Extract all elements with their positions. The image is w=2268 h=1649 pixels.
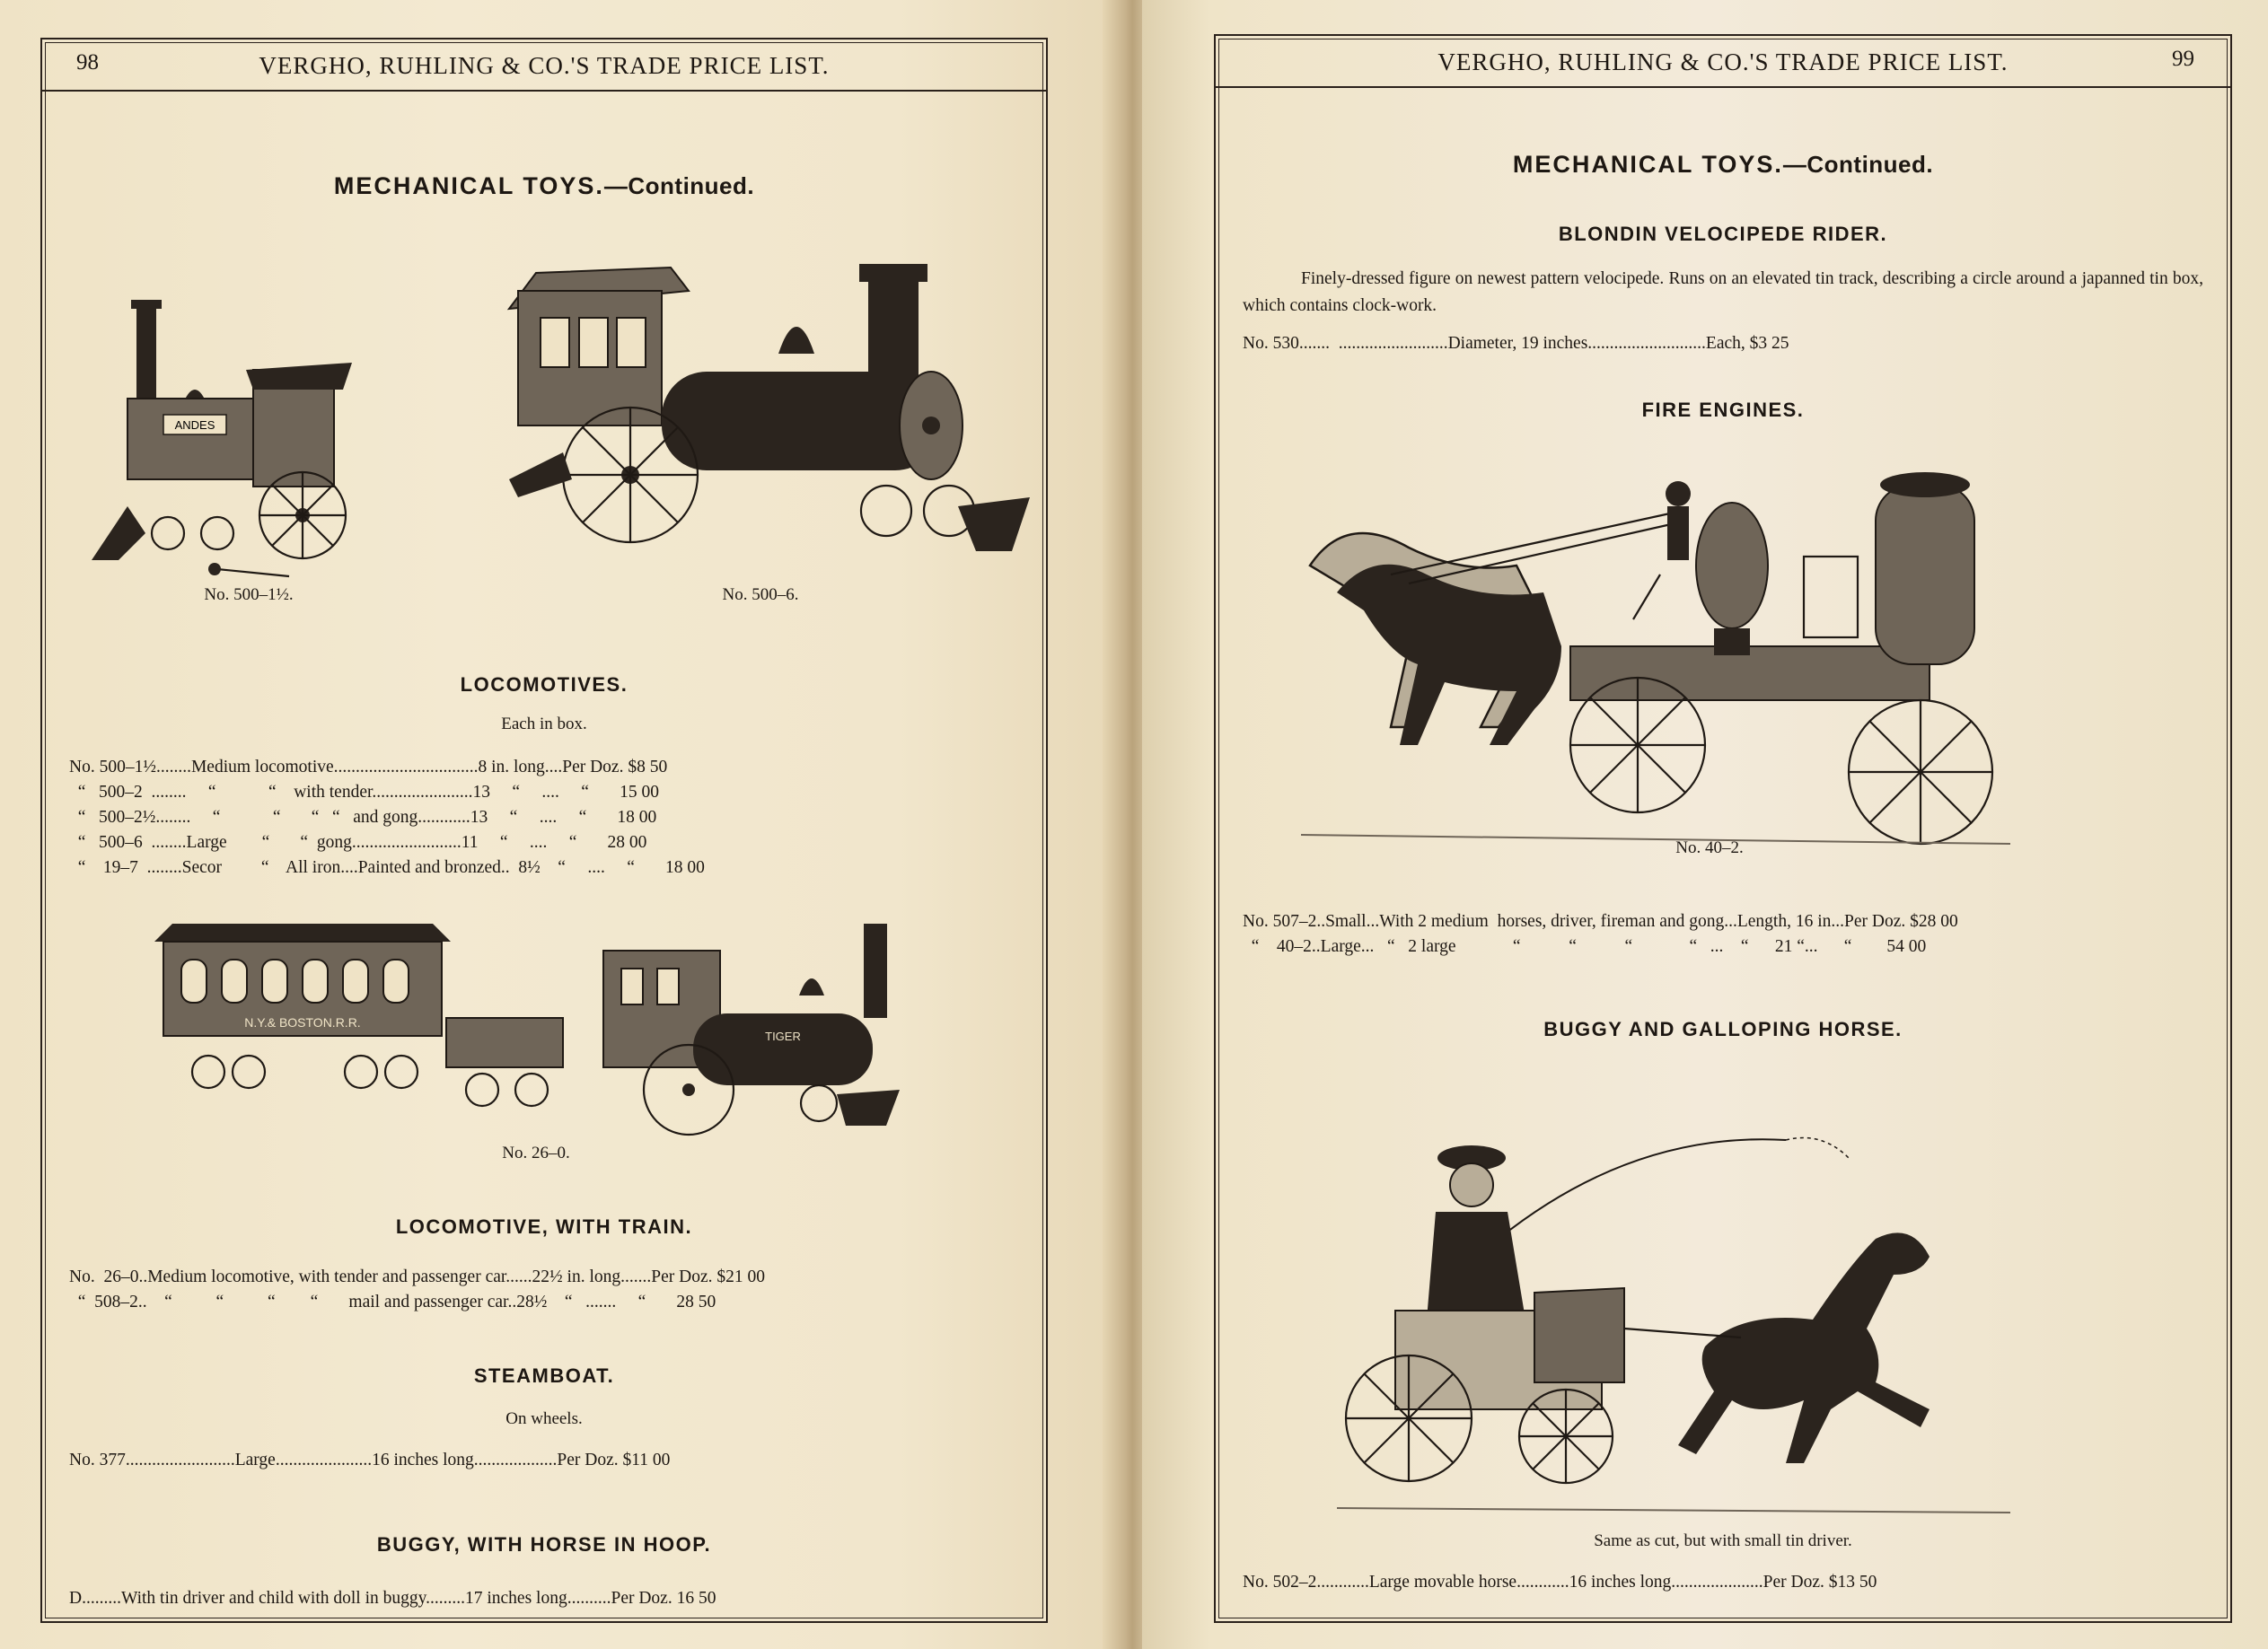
right-page-frame bbox=[1214, 34, 2232, 1623]
price-row-500-6: “ 500–6 ........Large “ “ gong.........................11 “ .... “ 28 00 bbox=[69, 833, 647, 852]
left-page-header bbox=[42, 39, 1046, 92]
price-row-26-0: No. 26–0..Medium locomotive, with tender and passenger car......22½ in. long.......Per Doz. $21 00 bbox=[69, 1267, 765, 1286]
steamboat-title: STEAMBOAT. bbox=[473, 1364, 615, 1387]
left-page bbox=[0, 0, 1121, 1649]
price-row-507-2: No. 507–2..Small...With 2 medium horses, driver, fireman and gong...Length, 16 in...Per Doz. $28 00 bbox=[1243, 912, 1958, 931]
right-page-header bbox=[1216, 36, 2230, 88]
locomotive-500-6-illustration bbox=[509, 255, 1030, 578]
price-row-377: No. 377.........................Large......................16 inches long...................Per Doz. $11 00 bbox=[69, 1451, 671, 1469]
price-row-502-2: No. 502–2............Large movable horse............16 inches long.....................Per Doz. $13 50 bbox=[1243, 1573, 1877, 1592]
caption-500-1-5: No. 500–1½. bbox=[204, 585, 294, 604]
right-page bbox=[1142, 0, 2268, 1649]
buggy-galloping-note: Same as cut, but with small tin driver. bbox=[1594, 1531, 1852, 1550]
running-header: VERGHO, RUHLING & CO.'S TRADE PRICE LIST. bbox=[1437, 48, 2009, 75]
locomotive-500-1-5-illustration bbox=[92, 300, 469, 596]
section-title bbox=[1216, 151, 2230, 179]
price-row-500-1-5: No. 500–1½........Medium locomotive.................................8 in. long....Per Doz. $8 50 bbox=[69, 758, 668, 776]
section-title-text: MECHANICAL TOYS. bbox=[1512, 151, 1783, 178]
steamboat-note: On wheels. bbox=[505, 1409, 583, 1428]
section-continued: —Continued. bbox=[1782, 151, 1934, 178]
page-number: 98 bbox=[76, 50, 99, 75]
buggy-galloping-title: BUGGY AND GALLOPING HORSE. bbox=[1543, 1018, 1903, 1040]
caption-26-0: No. 26–0. bbox=[502, 1144, 570, 1162]
buggy-galloping-horse-illustration bbox=[1328, 1059, 2028, 1517]
caption-500-6: No. 500–6. bbox=[722, 585, 799, 604]
section-title bbox=[42, 172, 1046, 200]
car-label: N.Y.& BOSTON.R.R. bbox=[244, 1015, 361, 1030]
fire-engine-40-2-illustration bbox=[1301, 449, 2028, 871]
left-page-frame bbox=[40, 38, 1048, 1623]
price-row-508-2: “ 508–2.. “ “ “ “ mail and passenger car..28½ “ ....... “ 28 50 bbox=[69, 1293, 716, 1311]
price-row-40-2: “ 40–2..Large... “ 2 large “ “ “ “ ... “ 21 “... “ 54 00 bbox=[1243, 937, 1927, 956]
engine-nameplate: ANDES bbox=[174, 418, 215, 432]
blondin-description: Finely-dressed figure on newest pattern velocipede. Runs on an elevated tin track, describing a circle around a japanned tin box, which contains clock-work. bbox=[1243, 269, 2203, 315]
page-number: 99 bbox=[2172, 47, 2194, 71]
buggy-hoop-title: BUGGY, WITH HORSE IN HOOP. bbox=[376, 1533, 712, 1556]
section-title-text: MECHANICAL TOYS. bbox=[333, 172, 604, 199]
price-row-530: No. 530....... .........................Diameter, 19 inches...........................Each, $3 25 bbox=[1243, 334, 1789, 353]
train-26-0-illustration bbox=[154, 924, 900, 1139]
price-row-19-7: “ 19–7 ........Secor “ All iron....Painted and bronzed.. 8½ “ .... “ 18 00 bbox=[69, 858, 705, 877]
fire-engines-title: FIRE ENGINES. bbox=[1641, 399, 1805, 421]
locomotive-with-train-title: LOCOMOTIVE, WITH TRAIN. bbox=[395, 1215, 693, 1238]
price-row-500-2: “ 500–2 ........ “ “ with tender.......................13 “ .... “ 15 00 bbox=[69, 783, 659, 802]
price-row-500-2-5: “ 500–2½........ “ “ “ “ and gong............13 “ .... “ 18 00 bbox=[69, 808, 657, 827]
locomotives-note: Each in box. bbox=[501, 715, 587, 733]
running-header: VERGHO, RUHLING & CO.'S TRADE PRICE LIST. bbox=[259, 52, 830, 79]
caption-40-2: No. 40–2. bbox=[1675, 838, 1744, 857]
locomotives-title: LOCOMOTIVES. bbox=[460, 673, 629, 696]
engine-label-tiger: TIGER bbox=[765, 1030, 801, 1043]
price-row-d: D.........With tin driver and child with doll in buggy.........17 inches long..........Per Doz. 16 50 bbox=[69, 1589, 716, 1608]
blondin-title: BLONDIN VELOCIPEDE RIDER. bbox=[1558, 223, 1888, 245]
section-continued: —Continued. bbox=[603, 172, 755, 199]
